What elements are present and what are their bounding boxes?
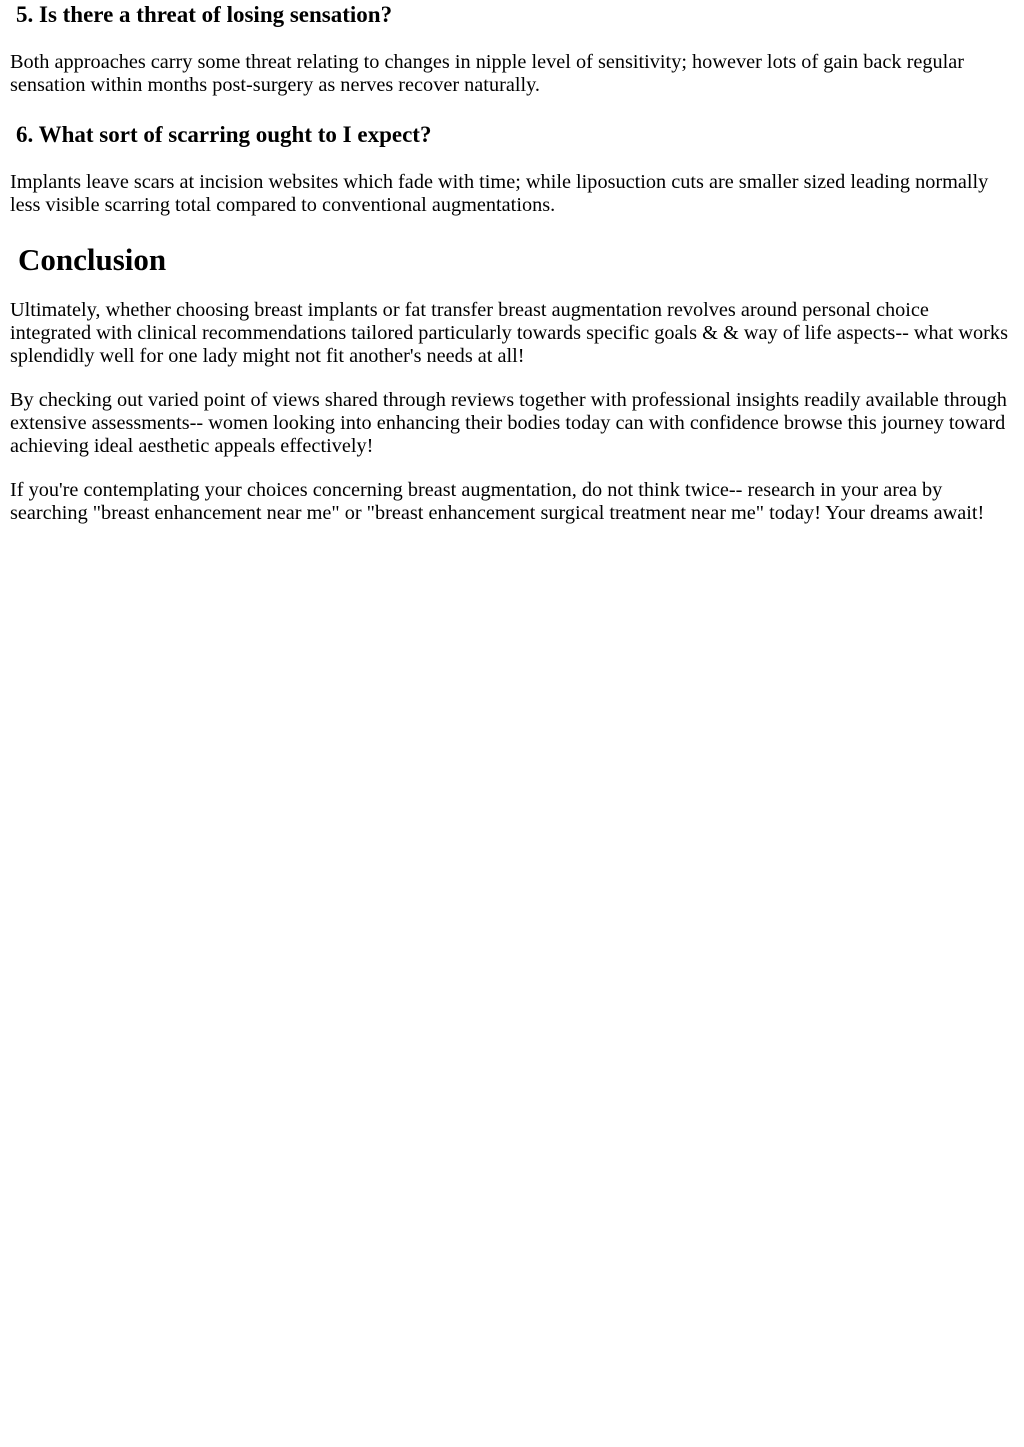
faq-answer-5: Both approaches carry some threat relating to changes in nipple level of sensitivity; however lots of gain back regular sensation within months post-surgery as nerves recover naturally. [10, 51, 965, 96]
conclusion-paragraph-1: Ultimately, whether choosing breast implants or fat transfer breast augmentation revolves around personal choice integrated with clinical recommendations tailored particularly towards specific goals & & way of life aspects-- what works splendidly well for one lady might not fit another's needs at all! [10, 299, 1008, 367]
article-body [0, 1, 1024, 525]
conclusion-paragraph-2: By checking out varied point of views shared through reviews together with professional insights readily available through extensive assessments-- women looking into enhancing their bodies today can with confidence browse this journey toward achieving ideal aesthetic appeals effectively! [10, 389, 1007, 457]
faq-question-6: 6. What sort of scarring ought to I expect? [16, 122, 432, 147]
conclusion-paragraph-3: If you're contemplating your choices concerning breast augmentation, do not think twice-- research in your area by searching "breast enhancement near me" or "breast enhancement surgical treatment near me" today! Your dreams await! [10, 479, 985, 524]
faq-answer-6: Implants leave scars at incision websites which fade with time; while liposuction cuts are smaller sized leading normally less visible scarring total compared to conventional augmentations. [10, 171, 989, 216]
conclusion-heading: Conclusion [18, 242, 167, 277]
faq-question-5: 5. Is there a threat of losing sensation? [16, 2, 393, 27]
